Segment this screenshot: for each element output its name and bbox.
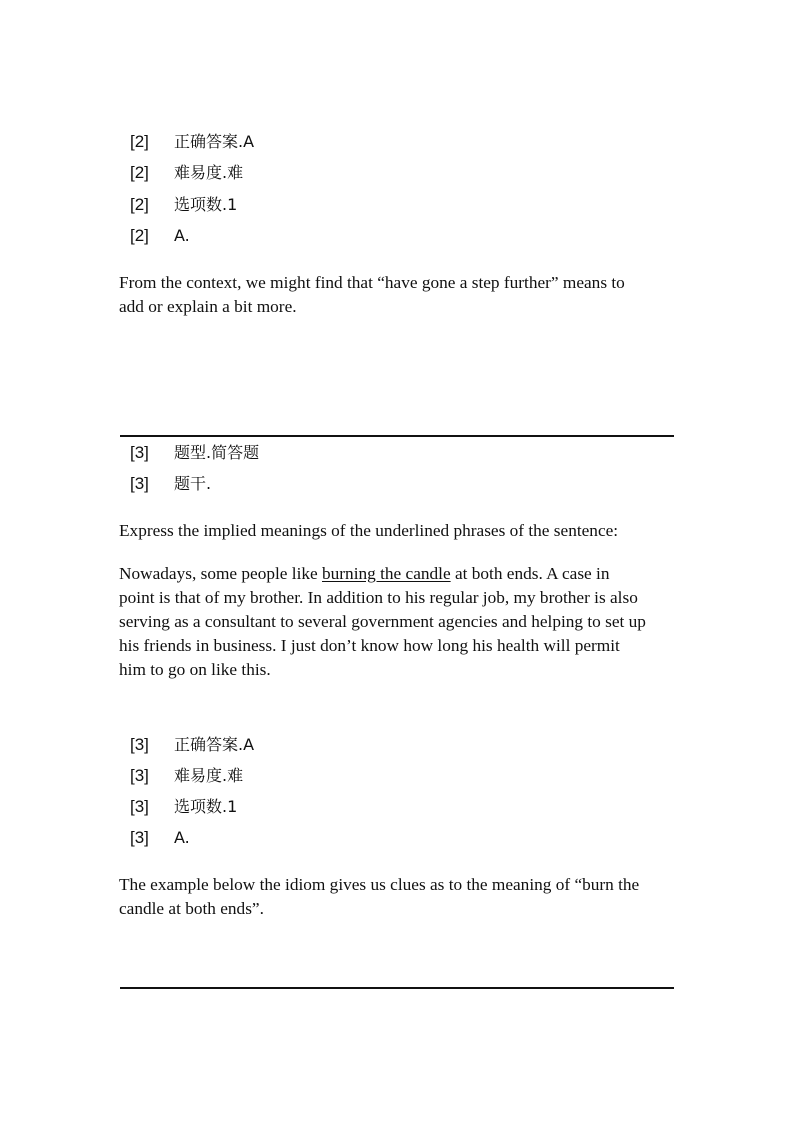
meta-value: 难易度.难 <box>174 766 244 785</box>
meta-value: 选项数.1 <box>174 797 238 816</box>
question-number: [3] <box>130 766 149 785</box>
passage-line: serving as a consultant to several government agencies and helping to set up <box>119 612 646 631</box>
meta-value: 正确答案.A <box>174 735 255 754</box>
meta-value: 题干. <box>174 474 212 493</box>
explanation-line: candle at both ends”. <box>119 899 264 918</box>
question-number: [3] <box>130 828 149 847</box>
question-number: [3] <box>130 735 149 754</box>
question-number: [3] <box>130 474 149 493</box>
meta-value: 题型.简答题 <box>174 443 260 462</box>
passage-line: him to go on like this. <box>119 660 271 679</box>
question-number: [2] <box>130 163 149 182</box>
meta-value: 难易度.难 <box>174 163 244 182</box>
underlined-phrase: burning the candle <box>322 564 451 583</box>
meta-value: 正确答案.A <box>174 132 255 151</box>
passage-line: his friends in business. I just don’t know how long his health will permit <box>119 636 620 655</box>
meta-value: A. <box>174 828 190 847</box>
divider <box>120 987 674 989</box>
explanation-line: From the context, we might find that “have gone a step further” means to <box>119 273 625 292</box>
question-number: [2] <box>130 132 149 151</box>
question-instruction: Express the implied meanings of the underlined phrases of the sentence: <box>119 521 619 540</box>
explanation-line: add or explain a bit more. <box>119 297 297 316</box>
explanation-line: The example below the idiom gives us clues as to the meaning of “burn the <box>119 875 640 894</box>
meta-value: A. <box>174 226 190 245</box>
passage-text: at both ends. A case in <box>450 564 610 583</box>
question-number: [3] <box>130 797 149 816</box>
question-number: [3] <box>130 443 149 462</box>
question-number: [2] <box>130 195 149 214</box>
passage-text: Nowadays, some people like <box>119 564 323 583</box>
passage-line <box>119 562 610 586</box>
question-number: [2] <box>130 226 149 245</box>
divider <box>120 435 674 437</box>
passage-line: point is that of my brother. In addition to his regular job, my brother is also <box>119 588 638 607</box>
meta-value: 选项数.1 <box>174 195 238 214</box>
